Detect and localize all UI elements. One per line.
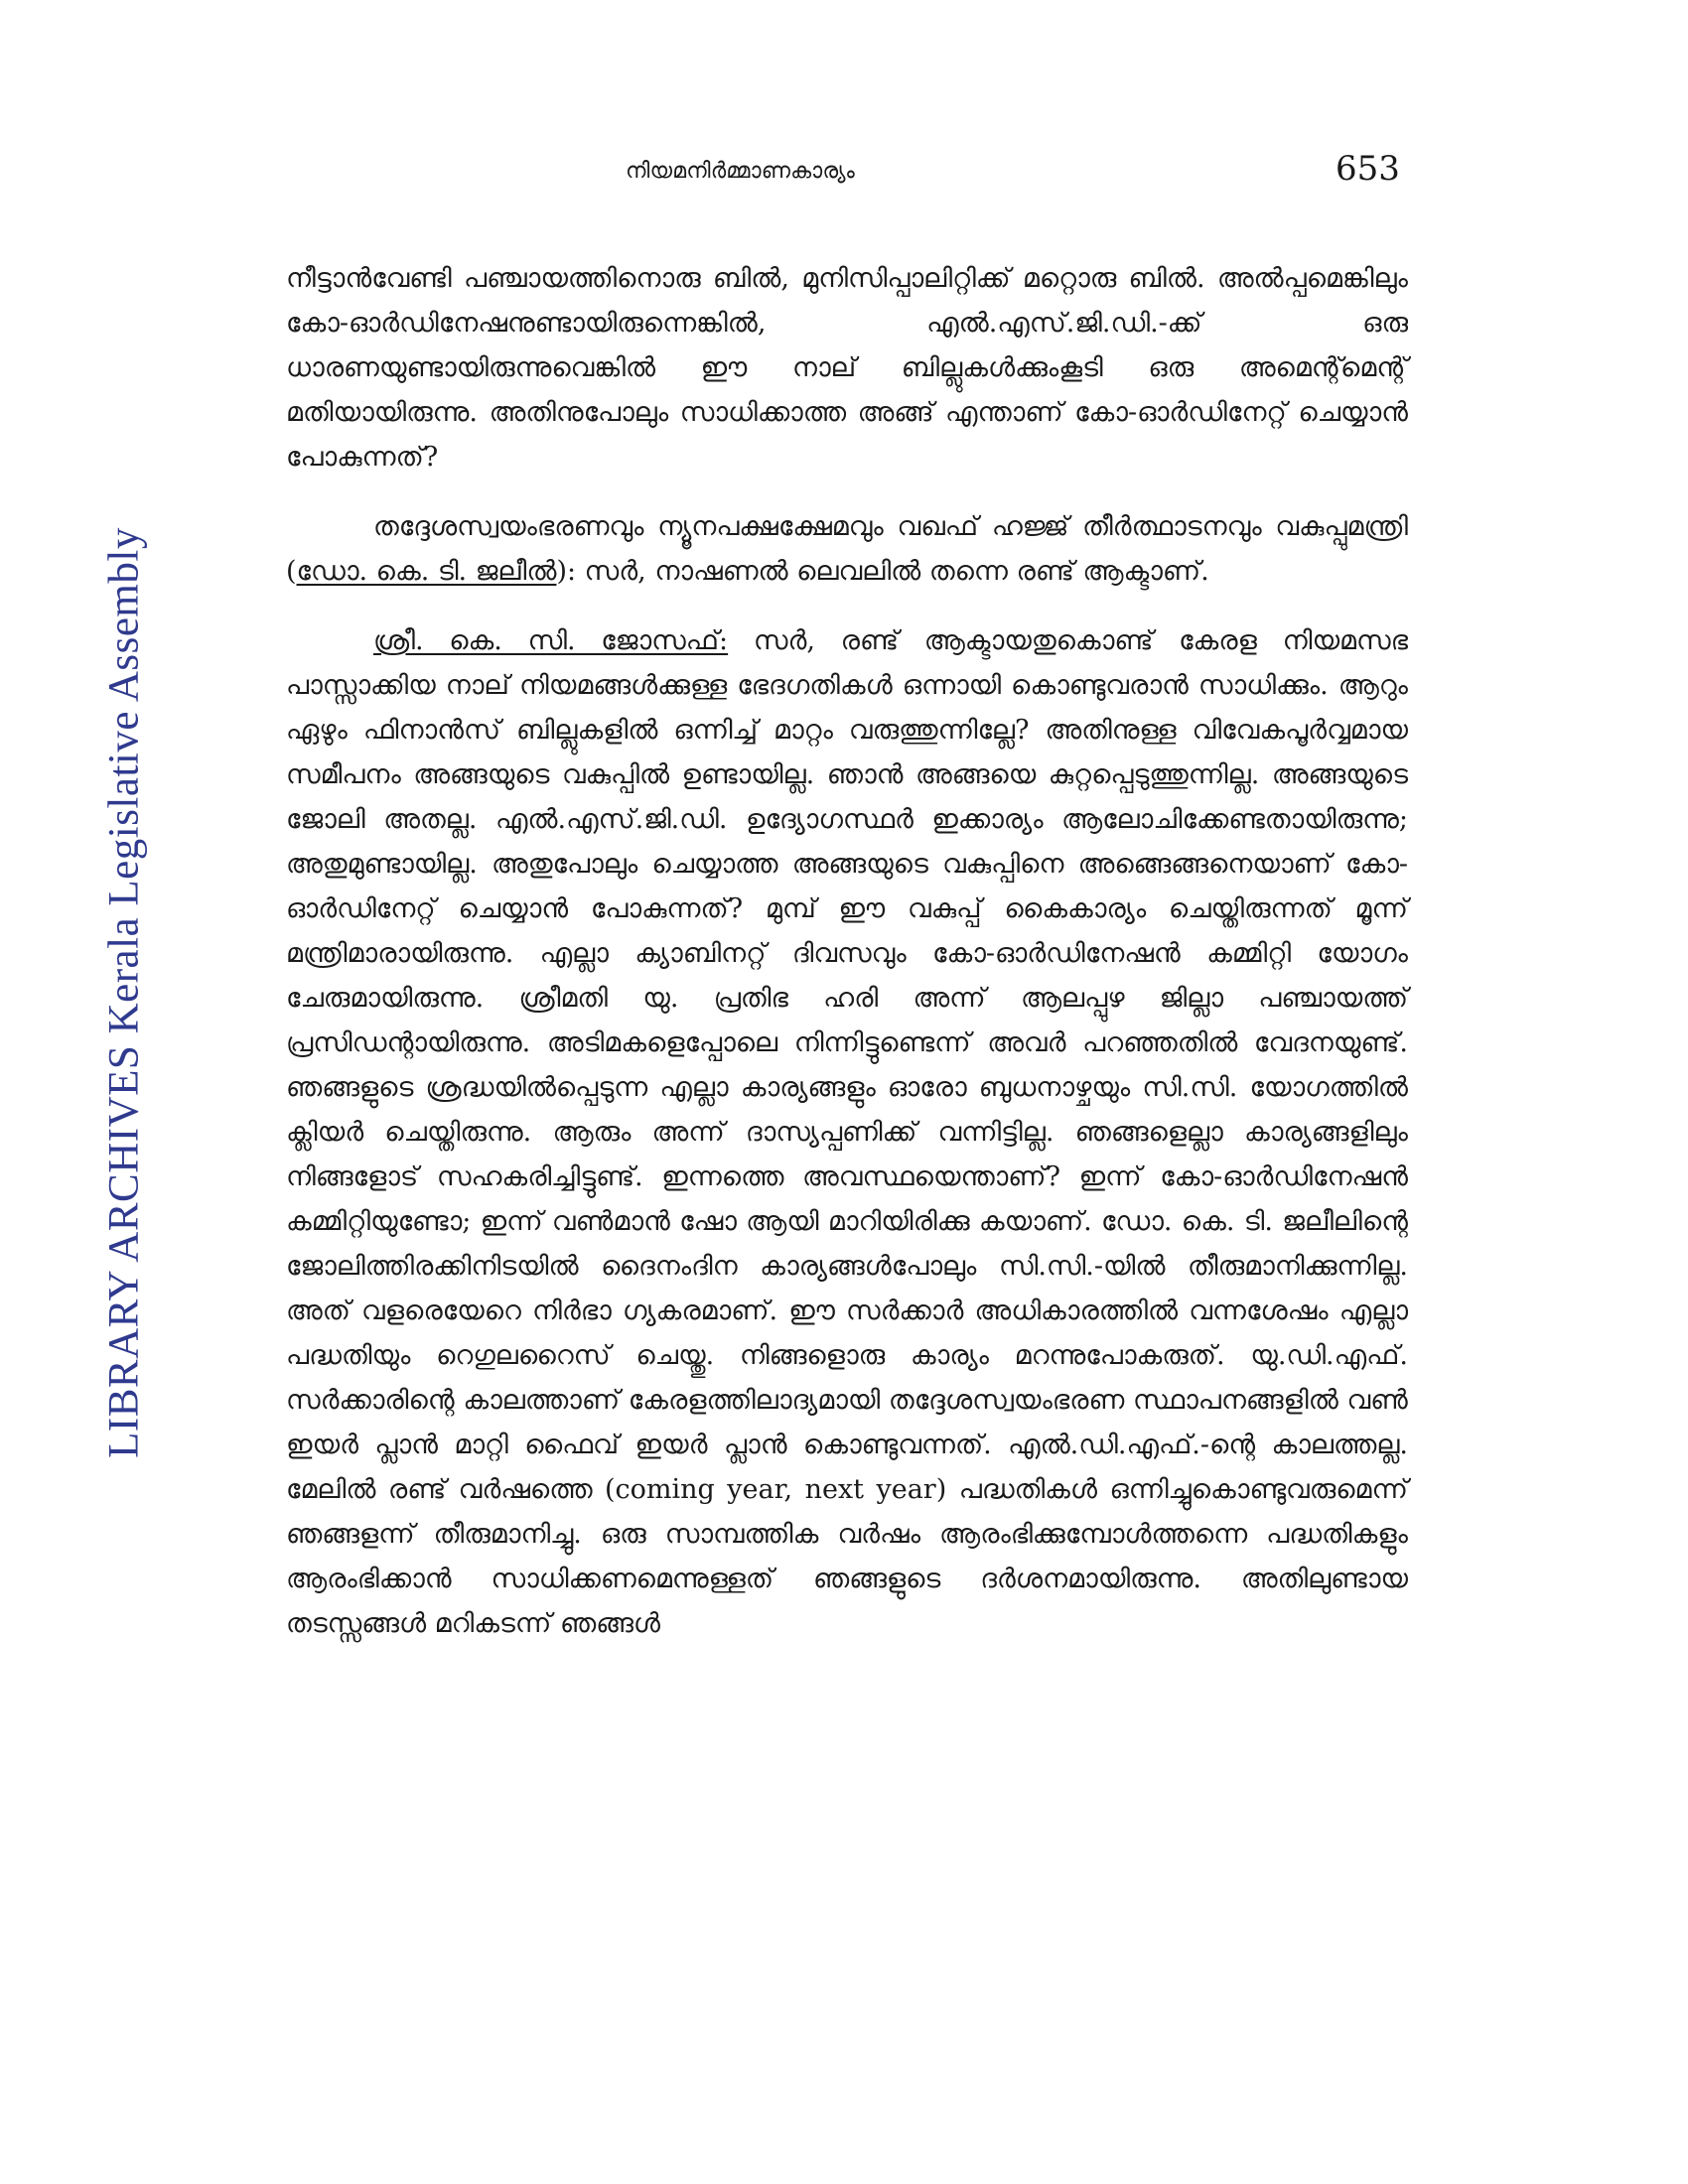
paragraph-1-text: നീട്ടാൻവേണ്ടി പഞ്ചായത്തിനൊരു ബിൽ, മുനിസിപ്പാലിറ്റിക്ക് മറ്റൊരു ബിൽ. അൽപ്പമെങ്കിലും കോ-ഓർഡിനേഷനുണ്ടായിരുന്നെങ്കിൽ, എൽ.എസ്.ജി.ഡി.-ക്ക് ഒരു ധാരണയുണ്ടായിരുന്നുവെങ്കിൽ ഈ നാല് ബില്ലുകൾക്കുംകൂടി ഒരു അമെന്റ്മെന്റ് മതിയായിരുന്നു. അതിനുപോലും സാധിക്കാത്ത അങ്ങ് എന്താണ് കോ-ഓർഡിനേറ്റ് ചെയ്യാൻ പോകുന്നത്? [286,263,1408,473]
running-title: നിയമനിർമ്മാണകാര്യം [626,159,855,184]
paragraph-2 [286,504,1408,594]
archive-watermark: LIBRARY ARCHIVES Kerala Legislative Assembly [100,527,148,1458]
speaker-name: ഡോ. കെ. ടി. ജലീൽ [296,556,557,587]
paragraph-2-text: ): സർ, നാഷണൽ ലെവലിൽ തന്നെ രണ്ട് ആക്ടാണ്. [556,556,1209,587]
paragraph-1 [286,256,1408,479]
page-number: 653 [1336,149,1400,189]
paragraph-3-text: സർ, രണ്ട് ആക്ടായതുകൊണ്ട് കേരള നിയമസഭ പാസ്സാക്കിയ നാല് നിയമങ്ങൾക്കുള്ള ഭേദഗതികൾ ഒന്നായി കൊണ്ടുവരാൻ സാധിക്കും. ആറും ഏഴും ഫിനാൻസ് ബില്ലുകളിൽ ഒന്നിച്ച് മാറ്റം വരുത്തുന്നില്ലേ? അതിനുള്ള വിവേകപൂർവ്വമായ സമീപനം അങ്ങയുടെ വകുപ്പിൽ ഉണ്ടായില്ല. ഞാൻ അങ്ങയെ കുറ്റപ്പെടുത്തുന്നില്ല. അങ്ങയുടെ ജോലി അതല്ല. എൽ.എസ്.ജി.ഡി. ഉദ്യോഗസ്ഥർ ഇക്കാര്യം ആലോചിക്കേണ്ടതായിരുന്നു; അതുമുണ്ടായില്ല. അതുപോലും ചെയ്യാത്ത അങ്ങയുടെ വകുപ്പിനെ അങ്ങെങ്ങനെയാണ് കോ-ഓർഡിനേറ്റ് ചെയ്യാൻ പോകുന്നത്? മുമ്പ് ഈ വകുപ്പ് കൈകാര്യം ചെയ്തിരുന്നത് മൂന്ന് മന്ത്രിമാരായിരുന്നു. എല്ലാ ക്യാബിനറ്റ് ദിവസവും കോ-ഓർഡിനേഷൻ കമ്മിറ്റി യോഗം ചേരുമായിരുന്നു. ശ്രീമതി യു. പ്രതിഭ ഹരി അന്ന് ആലപ്പുഴ ജില്ലാ പഞ്ചായത്ത് പ്രസിഡന്റായിരുന്നു. അടിമകളെപ്പോലെ നിന്നിട്ടുണ്ടെന്ന് അവർ പറഞ്ഞതിൽ വേദനയുണ്ട്. ഞങ്ങളുടെ ശ്രദ്ധയിൽപ്പെടുന്ന എല്ലാ കാര്യങ്ങളും ഓരോ ബുധനാഴ്ചയും സി.സി. യോഗത്തിൽ ക്ലിയർ ചെയ്തിരുന്നു. ആരും അന്ന് ദാസ്യപ്പണിക്ക് വന്നിട്ടില്ല. ഞങ്ങളെല്ലാ കാര്യങ്ങളിലും നിങ്ങളോട് സഹകരിച്ചിട്ടുണ്ട്. ഇന്നത്തെ അവസ്ഥയെന്താണ്? ഇന്ന് കോ-ഓർഡിനേഷൻ കമ്മിറ്റിയുണ്ടോ; ഇന്ന് വൺമാൻ ഷോ ആയി മാറിയിരിക്കു കയാണ്. ഡോ. കെ. ടി. ജലീലിന്റെ ജോലിത്തിരക്കിനിടയിൽ ദൈനംദിന കാര്യങ്ങൾപോലും സി.സി.-യിൽ തീരുമാനിക്കുന്നില്ല. അത് വളരെയേറെ നിർഭാ ഗ്യകരമാണ്. ഈ സർക്കാർ അധികാരത്തിൽ വന്നശേഷം എല്ലാ പദ്ധതിയും റെഗുലറൈസ് ചെയ്തു. നിങ്ങളൊരു കാര്യം മറന്നുപോകരുത്. യു.ഡി.എഫ്. സർക്കാരിന്റെ കാലത്താണ് കേരളത്തിലാദ്യമായി തദ്ദേശസ്വയംഭരണ സ്ഥാപനങ്ങളിൽ വൺ ഇയർ പ്ലാൻ മാറ്റി ഫൈവ് ഇയർ പ്ലാൻ കൊണ്ടുവന്നത്. എൽ.ഡി.എഫ്.-ന്റെ കാലത്തല്ല. മേലിൽ രണ്ട് വർഷത്തെ (coming year, next year) പദ്ധതികൾ ഒന്നിച്ചുകൊണ്ടുവരുമെന്ന് ഞങ്ങളന്ന് തീരുമാനിച്ചു. ഒരു സാമ്പത്തിക വർഷം ആരംഭിക്കുമ്പോൾത്തന്നെ പദ്ധതികളും ആരംഭിക്കാൻ സാധിക്കണമെന്നുള്ളത് ഞങ്ങളുടെ ദർശനമായിരുന്നു. അതിലുണ്ടായ തടസ്സങ്ങൾ മറികടന്ന് ഞങ്ങൾ [286,625,1408,1639]
speaker-name: ശ്രീ. കെ. സി. ജോസഫ്: [373,625,729,656]
body-text [286,256,1408,1671]
paragraph-2-prefix: തദ്ദേശസ്വയംഭരണവും ന്യൂനപക്ഷക്ഷേമവും വഖഫ് ഹജ്ജ് തീർത്ഥാടനവും വകുപ്പുമന്ത്രി ( [286,511,1408,587]
paragraph-3 [286,618,1408,1646]
